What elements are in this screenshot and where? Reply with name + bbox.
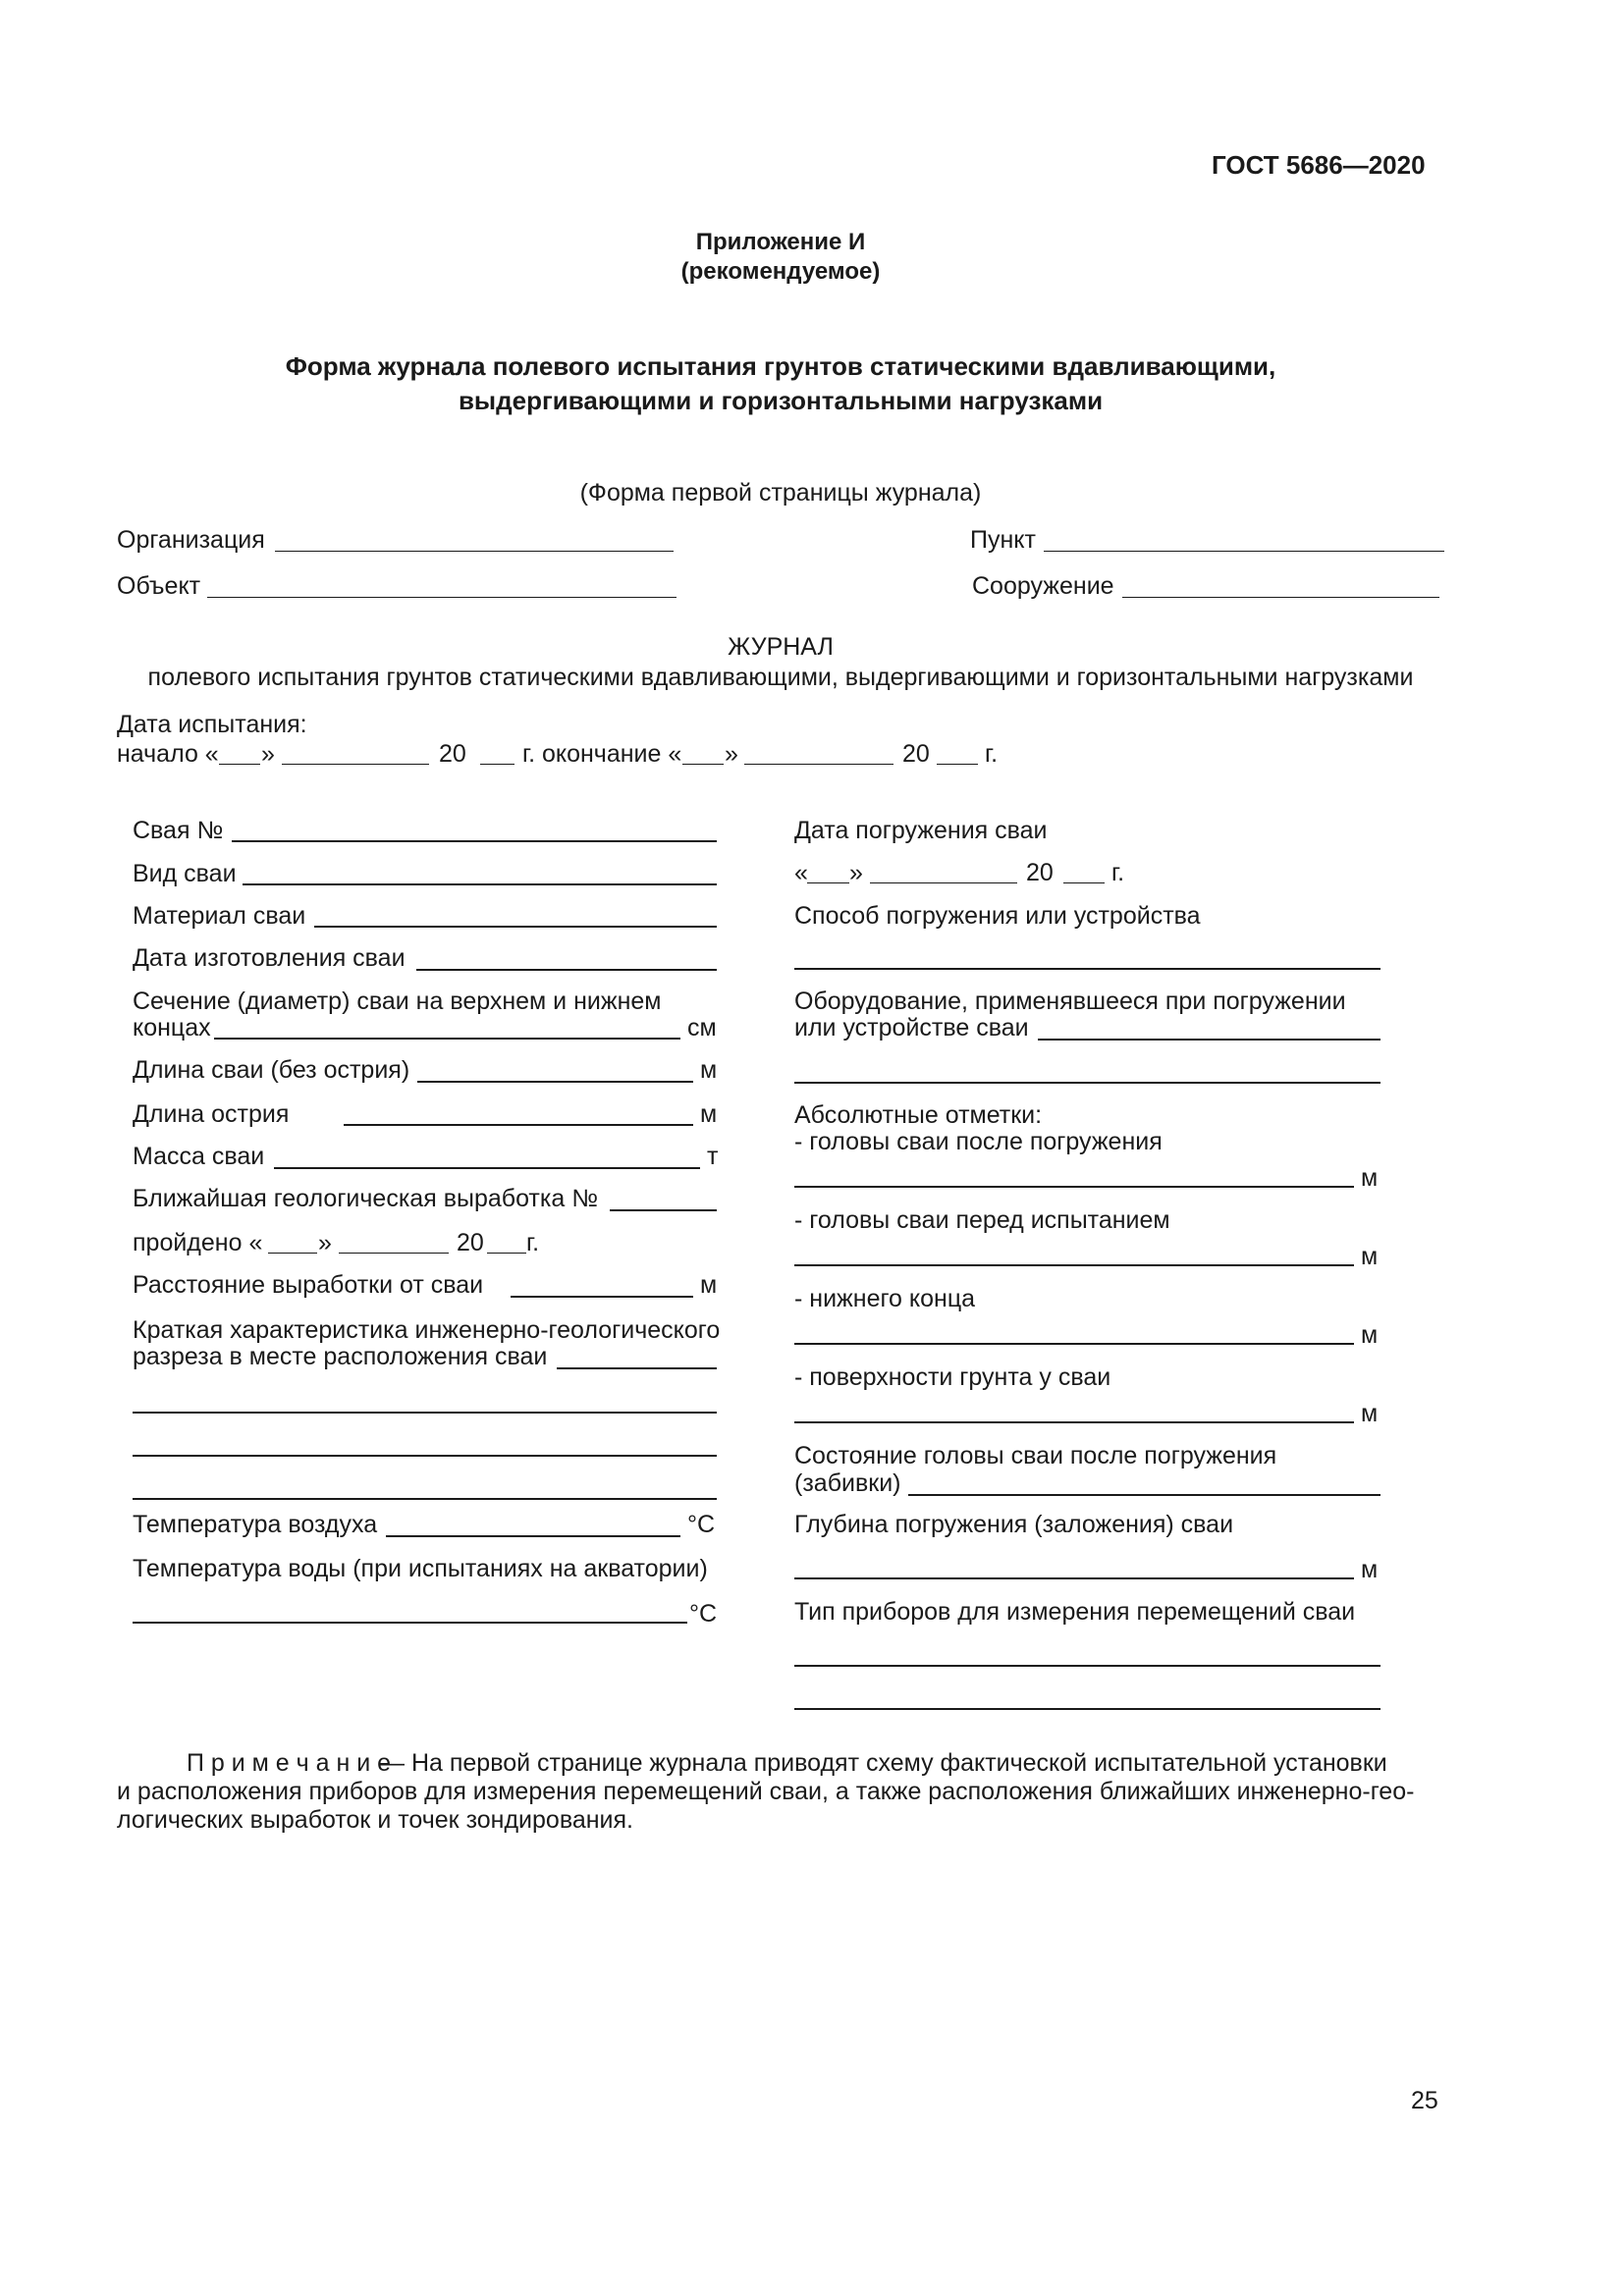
unit-m: м [1361, 1556, 1379, 1583]
start-year-line[interactable] [480, 764, 514, 765]
quote-close: » [261, 740, 275, 768]
tip-length-line[interactable] [344, 1124, 693, 1126]
characteristic-line[interactable] [133, 1412, 717, 1414]
pile-material-label: Материал сваи [133, 902, 306, 930]
passed-year-prefix: 20 [457, 1229, 484, 1256]
page-number: 25 [1411, 2087, 1438, 2114]
note-line1: — На первой странице журнала приводят схему фактической испытательной установки [380, 1749, 1387, 1777]
test-date-start-label: начало « [117, 740, 219, 768]
head-after-line[interactable] [794, 1186, 1354, 1188]
unit-t: т [707, 1143, 719, 1170]
characteristic-line[interactable] [557, 1367, 717, 1369]
instruments-label: Тип приборов для измерения перемещений сваи [794, 1598, 1356, 1626]
start-day-line[interactable] [219, 764, 260, 765]
method-line[interactable] [794, 968, 1380, 970]
unit-m: м [1361, 1400, 1379, 1427]
end-label: г. окончание « [522, 740, 682, 768]
point-label: Пункт [970, 526, 1036, 554]
equipment-label-line1: Оборудование, применявшееся при погружении [794, 988, 1346, 1015]
equipment-line[interactable] [794, 1082, 1380, 1084]
pile-material-line[interactable] [314, 926, 717, 928]
depth-label: Глубина погружения (заложения) сваи [794, 1511, 1234, 1538]
start-year-prefix: 20 [439, 740, 466, 768]
unit-celsius: °С [689, 1600, 718, 1628]
lower-end-line[interactable] [794, 1343, 1354, 1345]
length-label: Длина сваи (без острия) [133, 1056, 410, 1084]
air-temp-label: Температура воздуха [133, 1511, 378, 1538]
driving-year-line[interactable] [1063, 882, 1105, 883]
head-before-line[interactable] [794, 1264, 1354, 1266]
head-state-label-line2: (забивки) [794, 1469, 901, 1497]
unit-m: м [700, 1056, 718, 1084]
appendix-title: Приложение И [695, 229, 866, 255]
pile-type-line[interactable] [243, 883, 717, 885]
unit-celsius: °С [687, 1511, 716, 1538]
end-day-line[interactable] [682, 764, 724, 765]
standard-number: ГОСТ 5686—2020 [1212, 150, 1426, 180]
form-title-line1: Форма журнала полевого испытания грунтов статическими вдавливающими, [285, 351, 1276, 381]
geo-well-label: Ближайшая геологическая выработка № [133, 1185, 599, 1212]
organization-label: Организация [117, 526, 265, 554]
distance-line[interactable] [511, 1296, 693, 1298]
quote-close: » [318, 1229, 332, 1256]
air-temp-line[interactable] [386, 1535, 680, 1537]
abs-marks-label: Абсолютные отметки: [794, 1101, 1043, 1129]
unit-m: м [700, 1100, 718, 1128]
water-temp-line[interactable] [133, 1622, 687, 1624]
structure-line[interactable] [1122, 597, 1439, 598]
geo-well-line[interactable] [610, 1209, 717, 1211]
object-line[interactable] [207, 597, 677, 598]
method-label: Способ погружения или устройства [794, 902, 1201, 930]
appendix-status: (рекомендуемое) [680, 258, 881, 285]
pile-type-label: Вид сваи [133, 860, 237, 887]
passed-year-suffix: г. [526, 1229, 540, 1256]
organization-line[interactable] [275, 551, 674, 552]
journal-title: ЖУРНАЛ [728, 633, 834, 661]
note-label: П р и м е ч а н и е [187, 1749, 392, 1777]
characteristic-line[interactable] [133, 1498, 717, 1500]
tip-length-label: Длина острия [133, 1100, 290, 1128]
manufacture-date-line[interactable] [416, 969, 717, 971]
characteristic-label-line1: Краткая характеристика инженерно-геологического [133, 1316, 721, 1344]
end-year-line[interactable] [937, 764, 978, 765]
driving-year-suffix: г. [1111, 859, 1125, 886]
instruments-line[interactable] [794, 1665, 1380, 1667]
equipment-line[interactable] [1038, 1039, 1380, 1041]
distance-label: Расстояние выработки от сваи [133, 1271, 484, 1299]
unit-m: м [1361, 1164, 1379, 1192]
unit-m: м [1361, 1243, 1379, 1270]
driving-day-line[interactable] [807, 882, 849, 883]
passed-year-line[interactable] [487, 1253, 526, 1254]
water-temp-label: Температура воды (при испытаниях на акватории) [133, 1555, 708, 1582]
section-line[interactable] [214, 1038, 680, 1040]
form-title-line2: выдергивающими и горизонтальными нагрузками [458, 386, 1104, 415]
pile-no-label: Свая № [133, 817, 224, 844]
quote-close: » [849, 859, 863, 886]
journal-subtitle: полевого испытания грунтов статическими вдавливающими, выдергивающими и горизонтальными нагрузками [147, 664, 1414, 691]
start-month-line[interactable] [282, 764, 429, 765]
length-line[interactable] [417, 1081, 693, 1083]
structure-label: Сооружение [972, 572, 1114, 600]
passed-day-line[interactable] [268, 1253, 317, 1254]
depth-line[interactable] [794, 1577, 1354, 1579]
unit-m: м [1361, 1321, 1379, 1349]
end-year-suffix: г. [985, 740, 999, 768]
head-after-label: - головы сваи после погружения [794, 1128, 1163, 1155]
section-label-line2: концах [133, 1014, 211, 1041]
form-caption: (Форма первой страницы журнала) [579, 479, 982, 507]
quote-open: « [794, 859, 808, 886]
note-line3: логических выработок и точек зондирования. [117, 1806, 633, 1834]
test-date-label: Дата испытания: [117, 711, 307, 738]
lower-end-label: - нижнего конца [794, 1285, 976, 1312]
unit-cm: см [687, 1014, 717, 1041]
equipment-label-line2: или устройстве сваи [794, 1014, 1029, 1041]
mass-line[interactable] [274, 1167, 700, 1169]
manufacture-date-label: Дата изготовления сваи [133, 944, 406, 972]
quote-close: » [725, 740, 738, 768]
object-label: Объект [117, 572, 201, 600]
note-line2: и расположения приборов для измерения перемещений сваи, а также расположения ближайших инженерно-гео- [117, 1778, 1415, 1805]
passed-label: пройдено « [133, 1229, 263, 1256]
end-month-line[interactable] [744, 764, 893, 765]
driving-date-label: Дата погружения сваи [794, 817, 1048, 844]
pile-no-line[interactable] [232, 840, 717, 842]
characteristic-label-line2: разреза в месте расположения сваи [133, 1343, 548, 1370]
head-state-line[interactable] [908, 1494, 1380, 1496]
ground-surface-label: - поверхности грунта у сваи [794, 1363, 1111, 1391]
driving-month-line[interactable] [870, 882, 1017, 883]
end-year-prefix: 20 [902, 740, 930, 768]
head-state-label-line1: Состояние головы сваи после погружения [794, 1442, 1277, 1469]
mass-label: Масса сваи [133, 1143, 265, 1170]
passed-month-line[interactable] [339, 1253, 449, 1254]
unit-m: м [700, 1271, 718, 1299]
head-before-label: - головы сваи перед испытанием [794, 1206, 1170, 1234]
driving-year-prefix: 20 [1026, 859, 1054, 886]
section-label-line1: Сечение (диаметр) сваи на верхнем и нижнем [133, 988, 662, 1015]
ground-surface-line[interactable] [794, 1421, 1354, 1423]
characteristic-line[interactable] [133, 1455, 717, 1457]
instruments-line[interactable] [794, 1708, 1380, 1710]
point-line[interactable] [1044, 551, 1444, 552]
